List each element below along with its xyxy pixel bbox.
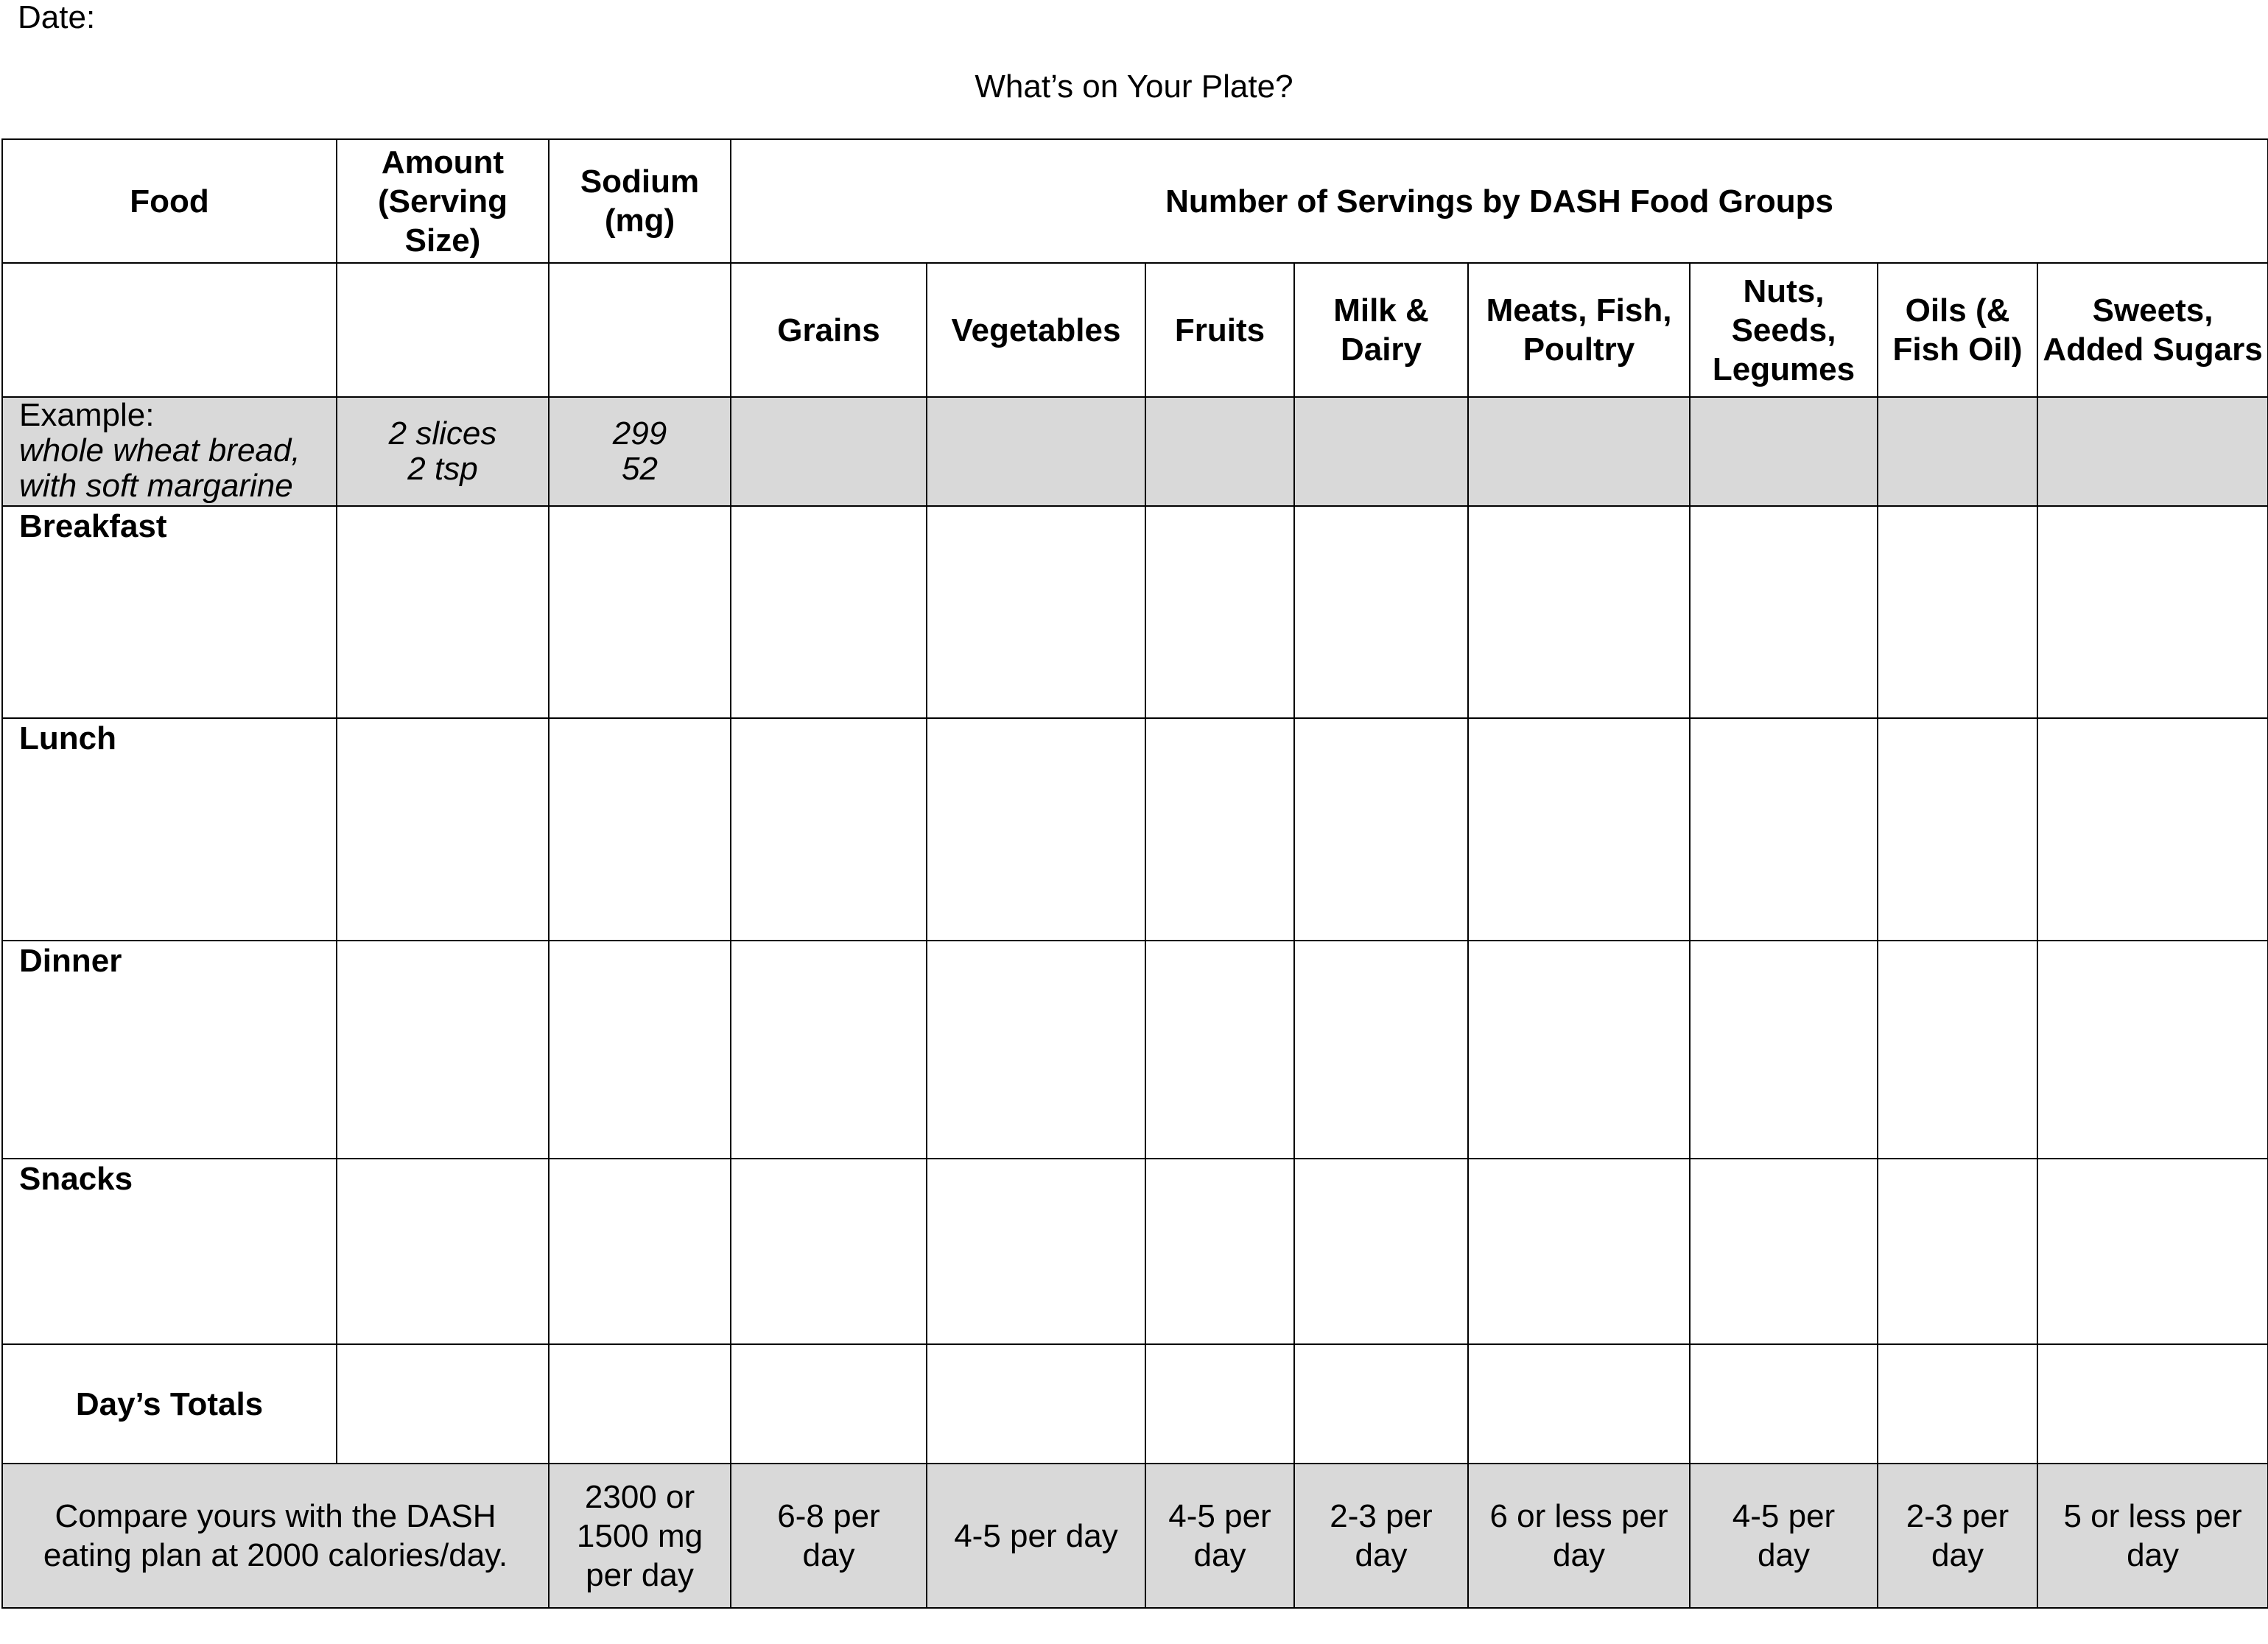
entry-cell[interactable] bbox=[1468, 1159, 1690, 1344]
compare-target-sweets: 5 or less per day bbox=[2037, 1464, 2268, 1608]
example-serving-cell bbox=[1145, 397, 1294, 506]
entry-cell[interactable] bbox=[1468, 941, 1690, 1159]
food-group-header-nuts: Nuts, Seeds, Legumes bbox=[1690, 263, 1878, 397]
entry-cell[interactable] bbox=[927, 1159, 1145, 1344]
blank-cell bbox=[2, 263, 337, 397]
totals-cell[interactable] bbox=[927, 1344, 1145, 1464]
entry-cell[interactable] bbox=[337, 506, 549, 718]
entry-cell[interactable] bbox=[1690, 1159, 1878, 1344]
food-group-header-meats: Meats, Fish, Poultry bbox=[1468, 263, 1690, 397]
entry-cell[interactable] bbox=[2037, 941, 2268, 1159]
blank-cell bbox=[337, 263, 549, 397]
example-sodium-line: 299 bbox=[612, 415, 667, 452]
entry-cell[interactable] bbox=[731, 506, 927, 718]
blank-cell bbox=[549, 263, 731, 397]
example-serving-cell bbox=[731, 397, 927, 506]
example-label: Example: bbox=[19, 397, 155, 433]
meal-row-breakfast bbox=[2, 506, 2268, 718]
entry-cell[interactable] bbox=[1878, 1159, 2037, 1344]
entry-cell[interactable] bbox=[1878, 941, 2037, 1159]
entry-cell[interactable] bbox=[2037, 718, 2268, 941]
meal-label-dinner: Dinner bbox=[2, 941, 337, 1159]
example-food-line: with soft margarine bbox=[19, 468, 293, 504]
example-sodium-line: 52 bbox=[622, 451, 658, 487]
food-group-header-vegetables: Vegetables bbox=[927, 263, 1145, 397]
entry-cell[interactable] bbox=[2037, 506, 2268, 718]
totals-cell[interactable] bbox=[549, 1344, 731, 1464]
meal-label-lunch: Lunch bbox=[2, 718, 337, 941]
entry-cell[interactable] bbox=[731, 718, 927, 941]
example-serving-cell bbox=[1294, 397, 1468, 506]
example-amount-line: 2 slices bbox=[388, 415, 497, 452]
food-group-header-oils: Oils (& Fish Oil) bbox=[1878, 263, 2037, 397]
entry-cell[interactable] bbox=[549, 506, 731, 718]
entry-cell[interactable] bbox=[1468, 718, 1690, 941]
compare-target-meats: 6 or less per day bbox=[1468, 1464, 1690, 1608]
totals-cell[interactable] bbox=[1690, 1344, 1878, 1464]
compare-sodium-target: 2300 or 1500 mg per day bbox=[549, 1464, 731, 1608]
compare-target-fruits: 4-5 per day bbox=[1145, 1464, 1294, 1608]
entry-cell[interactable] bbox=[731, 941, 927, 1159]
entry-cell[interactable] bbox=[1145, 506, 1294, 718]
entry-cell[interactable] bbox=[1294, 941, 1468, 1159]
meal-row-snacks bbox=[2, 1159, 2268, 1344]
entry-cell[interactable] bbox=[1690, 718, 1878, 941]
example-serving-cell bbox=[1878, 397, 2037, 506]
plate-table bbox=[1, 138, 2268, 1609]
food-group-header-row bbox=[2, 263, 2268, 397]
compare-label: Compare yours with the DASH eating plan at 2000 calories/day. bbox=[2, 1464, 549, 1608]
header-row bbox=[2, 139, 2268, 263]
example-serving-cell bbox=[1690, 397, 1878, 506]
days-totals-label: Day’s Totals bbox=[2, 1344, 337, 1464]
food-column-header: Food bbox=[2, 139, 337, 263]
entry-cell[interactable] bbox=[2037, 1159, 2268, 1344]
entry-cell[interactable] bbox=[927, 941, 1145, 1159]
meal-label-breakfast: Breakfast bbox=[2, 506, 337, 718]
entry-cell[interactable] bbox=[731, 1159, 927, 1344]
servings-group-header: Number of Servings by DASH Food Groups bbox=[731, 139, 2268, 263]
totals-cell[interactable] bbox=[1878, 1344, 2037, 1464]
meal-row-lunch bbox=[2, 718, 2268, 941]
example-sodium-cell bbox=[549, 397, 731, 506]
totals-cell[interactable] bbox=[1294, 1344, 1468, 1464]
example-amount-line: 2 tsp bbox=[407, 451, 478, 487]
sodium-column-header: Sodium (mg) bbox=[549, 139, 731, 263]
entry-cell[interactable] bbox=[927, 718, 1145, 941]
compare-target-nuts: 4-5 per day bbox=[1690, 1464, 1878, 1608]
entry-cell[interactable] bbox=[1878, 718, 2037, 941]
entry-cell[interactable] bbox=[549, 1159, 731, 1344]
example-food-cell bbox=[2, 397, 337, 506]
meal-row-dinner bbox=[2, 941, 2268, 1159]
entry-cell[interactable] bbox=[337, 941, 549, 1159]
compare-target-milk-dairy: 2-3 per day bbox=[1294, 1464, 1468, 1608]
example-row bbox=[2, 397, 2268, 506]
example-serving-cell bbox=[2037, 397, 2268, 506]
entry-cell[interactable] bbox=[1690, 506, 1878, 718]
totals-cell[interactable] bbox=[2037, 1344, 2268, 1464]
food-group-header-grains: Grains bbox=[731, 263, 927, 397]
entry-cell[interactable] bbox=[1690, 941, 1878, 1159]
entry-cell[interactable] bbox=[1145, 1159, 1294, 1344]
entry-cell[interactable] bbox=[549, 941, 731, 1159]
totals-cell[interactable] bbox=[337, 1344, 549, 1464]
example-serving-cell bbox=[927, 397, 1145, 506]
example-food-line: whole wheat bread, bbox=[19, 432, 301, 468]
totals-cell[interactable] bbox=[731, 1344, 927, 1464]
entry-cell[interactable] bbox=[1145, 718, 1294, 941]
entry-cell[interactable] bbox=[1294, 1159, 1468, 1344]
compare-target-oils: 2-3 per day bbox=[1878, 1464, 2037, 1608]
entry-cell[interactable] bbox=[1294, 718, 1468, 941]
totals-cell[interactable] bbox=[1468, 1344, 1690, 1464]
totals-row bbox=[2, 1344, 2268, 1464]
page-title: What’s on Your Plate? bbox=[975, 68, 1293, 105]
example-serving-cell bbox=[1468, 397, 1690, 506]
entry-cell[interactable] bbox=[549, 718, 731, 941]
entry-cell[interactable] bbox=[1294, 506, 1468, 718]
amount-column-header: Amount (Serving Size) bbox=[337, 139, 549, 263]
entry-cell[interactable] bbox=[927, 506, 1145, 718]
entry-cell[interactable] bbox=[1145, 941, 1294, 1159]
date-label: Date: bbox=[18, 0, 96, 35]
example-amount-cell bbox=[337, 397, 549, 506]
totals-cell[interactable] bbox=[1145, 1344, 1294, 1464]
food-group-header-sweets: Sweets, Added Sugars bbox=[2037, 263, 2268, 397]
food-group-header-fruits: Fruits bbox=[1145, 263, 1294, 397]
entry-cell[interactable] bbox=[1468, 506, 1690, 718]
entry-cell[interactable] bbox=[337, 718, 549, 941]
entry-cell[interactable] bbox=[337, 1159, 549, 1344]
compare-row bbox=[2, 1464, 2268, 1608]
compare-target-vegetables: 4-5 per day bbox=[927, 1464, 1145, 1608]
entry-cell[interactable] bbox=[1878, 506, 2037, 718]
food-group-header-milk-dairy: Milk & Dairy bbox=[1294, 263, 1468, 397]
compare-target-grains: 6-8 per day bbox=[731, 1464, 927, 1608]
meal-label-snacks: Snacks bbox=[2, 1159, 337, 1344]
